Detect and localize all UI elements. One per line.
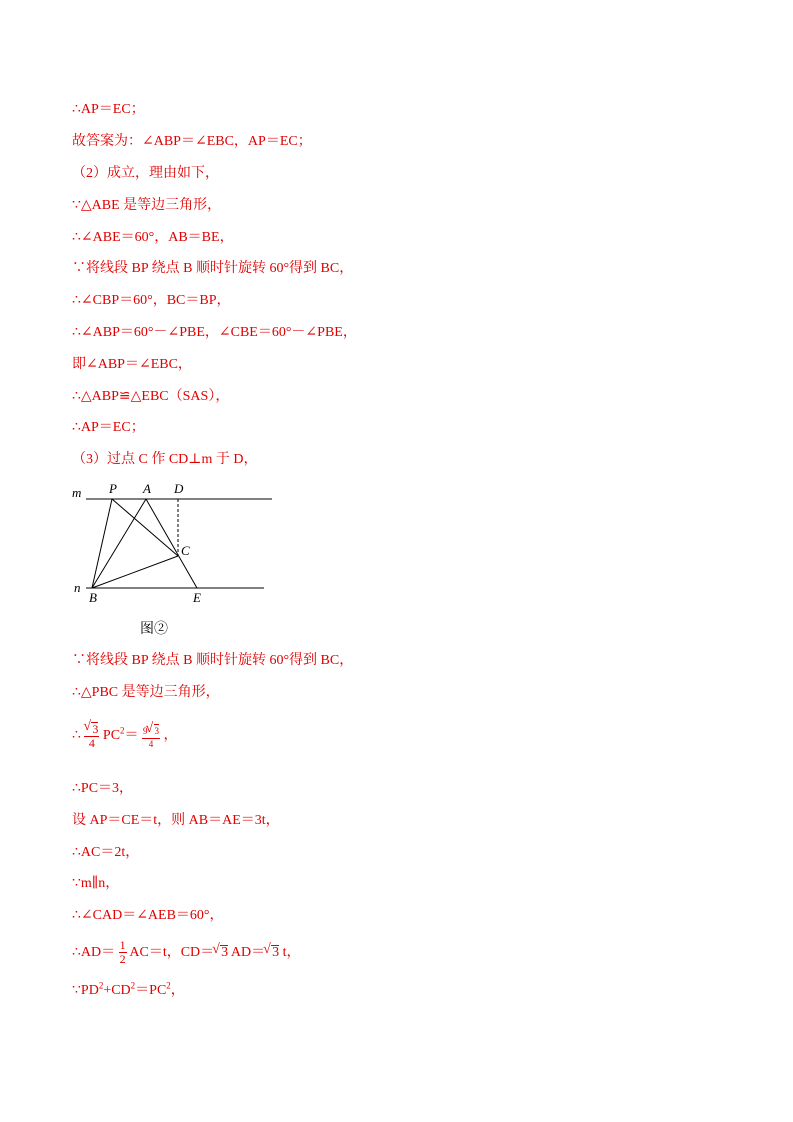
text-line: ∴AC＝2t， xyxy=(72,845,140,860)
fraction-one-half: $\frac{1}{2}$ xyxy=(119,938,126,967)
equation-area: ∴ √ $\frac{3}{4}$ $PC^2=$ $\frac{9√ 3}{4}$ ， xyxy=(72,722,178,750)
label-B: B xyxy=(89,590,97,605)
text-line: 故答案为：∠ABP＝∠EBC，AP＝EC； xyxy=(72,134,312,149)
label-m: m xyxy=(72,485,82,500)
equation-pythagoras: $\because PD^2+CD^2=PC^2$， xyxy=(72,980,185,998)
label-E: E xyxy=(193,590,201,605)
text-line: ∴△PBC 是等边三角形， xyxy=(72,685,220,700)
sqrt-3: √ 3 xyxy=(220,945,228,959)
fraction-sqrt3-over-4: √ $\frac{3}{4}$ xyxy=(84,722,99,750)
text-line: ∴AP＝EC； xyxy=(72,102,145,117)
label-n: n xyxy=(74,580,81,595)
text-line: 设 AP＝CE＝t，则 AB＝AE＝3t， xyxy=(72,813,280,828)
text-line: 即∠ABP＝∠EBC， xyxy=(72,357,192,372)
segment-PB xyxy=(92,499,112,588)
text-line: ∴AP＝EC； xyxy=(72,420,145,435)
label-D: D xyxy=(174,481,184,496)
segment-BC xyxy=(92,556,178,588)
fraction-9sqrt3-over-4: $\frac{9√ 3}{4}$ xyxy=(142,724,160,749)
segment-PC xyxy=(112,499,178,556)
segment-AB xyxy=(92,499,146,588)
text-line: （3）过点 C 作 CD⊥m 于 D， xyxy=(72,452,258,467)
label-P: P xyxy=(109,481,117,496)
text-line: ∵△ABE 是等边三角形， xyxy=(72,198,222,213)
label-C: C xyxy=(181,543,190,558)
figure-caption: 图② xyxy=(140,622,168,637)
sqrt-3: √ 3 xyxy=(271,945,279,959)
text-line: ∴∠ABP＝60°－∠PBE，∠CBE＝60°－∠PBE， xyxy=(72,325,357,340)
text-line: ∵m∥n， xyxy=(72,876,120,891)
text-line: ∴∠CAD＝∠AEB＝60°， xyxy=(72,908,224,923)
text-line: ∴∠CBP＝60°，BC＝BP， xyxy=(72,293,231,308)
geometry-figure xyxy=(60,476,290,616)
text-line: （2）成立，理由如下， xyxy=(72,166,219,181)
label-A: A xyxy=(143,481,151,496)
equation-ad-cd: ∴AD＝ $\frac{1}{2}$ AC＝t，CD＝√ 3 AD＝√ 3 t， xyxy=(72,937,301,969)
text-line: ∴PC＝3， xyxy=(72,781,134,796)
text-line: ∵将线段 BP 绕点 B 顺时针旋转 60°得到 BC， xyxy=(72,261,354,276)
text-line: ∵将线段 BP 绕点 B 顺时针旋转 60°得到 BC， xyxy=(72,653,354,668)
text-line: ∴∠ABE＝60°，AB＝BE， xyxy=(72,230,234,245)
text-line: ∴△ABP≌△EBC（SAS）， xyxy=(72,389,230,404)
